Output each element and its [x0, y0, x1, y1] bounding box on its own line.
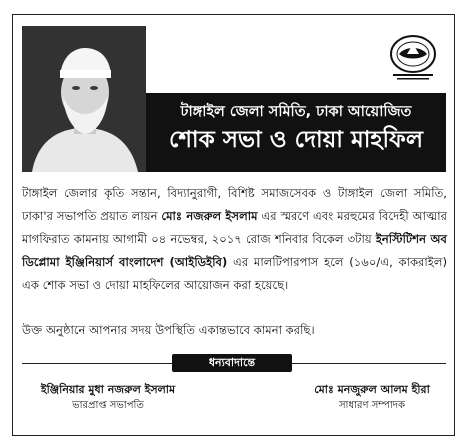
banner-subtitle: টাঙ্গাইল জেলা সমিতি, ঢাকা আয়োজিত [180, 104, 412, 120]
signatory-right [292, 382, 452, 414]
closing-line: উক্ত অনুষ্ঠানে আপনার সদয় উপস্থিতি একান্তভাবে কামনা করছি। [22, 323, 315, 337]
paragraph-text-2: এর স্মরণে এবং মরহুমের বিদেহী আত্মার মাগফিরাত কামনায় আগামী ০৪ নভেম্বর, ২০১৭ রোজ শনিবার বিকেল ৩টায় [22, 209, 447, 246]
announcement-paragraph [22, 182, 447, 297]
organization-seal-logo [385, 32, 441, 84]
signatory-left-role: ভারপ্রাপ্ত সভাপতি [72, 400, 144, 411]
banner-title: শোক সভা ও দোয়া মাহফিল [168, 127, 423, 153]
paragraph-text-1: টাঙ্গাইল জেলার কৃতি সন্তান, বিদ্যানুরাগী, বিশিষ্ট সমাজসেবক ও টাঙ্গাইল জেলা সমিতি, ঢাকা'র সভাপতি প্রয়াত লায়ন [22, 186, 447, 223]
paragraph-text-3: এর মালটিপারপাস হলে (১৬০/এ, কাকরাইল) এক শোক সভা ও দোয়া মাহফিলের আয়োজন করা হয়েছে। [22, 255, 447, 292]
thanks-label: ধন্যবাদান্তে [172, 354, 292, 372]
deceased-name: মোঃ নজরুল ইসলাম [161, 209, 258, 223]
signatory-right-name: মোঃ মনজুরুল আলম হীরা [314, 383, 430, 396]
portrait-image [22, 26, 146, 172]
signatory-left-name: ইঞ্জিনিয়ার মুধা নজরুল ইসলাম [40, 383, 176, 396]
venue-name: ইনস্টিটিশন অব ডিপ্লোমা ইঞ্জিনিয়ার্স বাংলাদেশ (আইডিইবি) [22, 232, 447, 269]
signatory-left [28, 382, 188, 414]
signatory-right-role: সাধারণ সম্পাদক [338, 400, 406, 411]
portrait-photo [22, 26, 146, 172]
title-banner [146, 93, 446, 172]
